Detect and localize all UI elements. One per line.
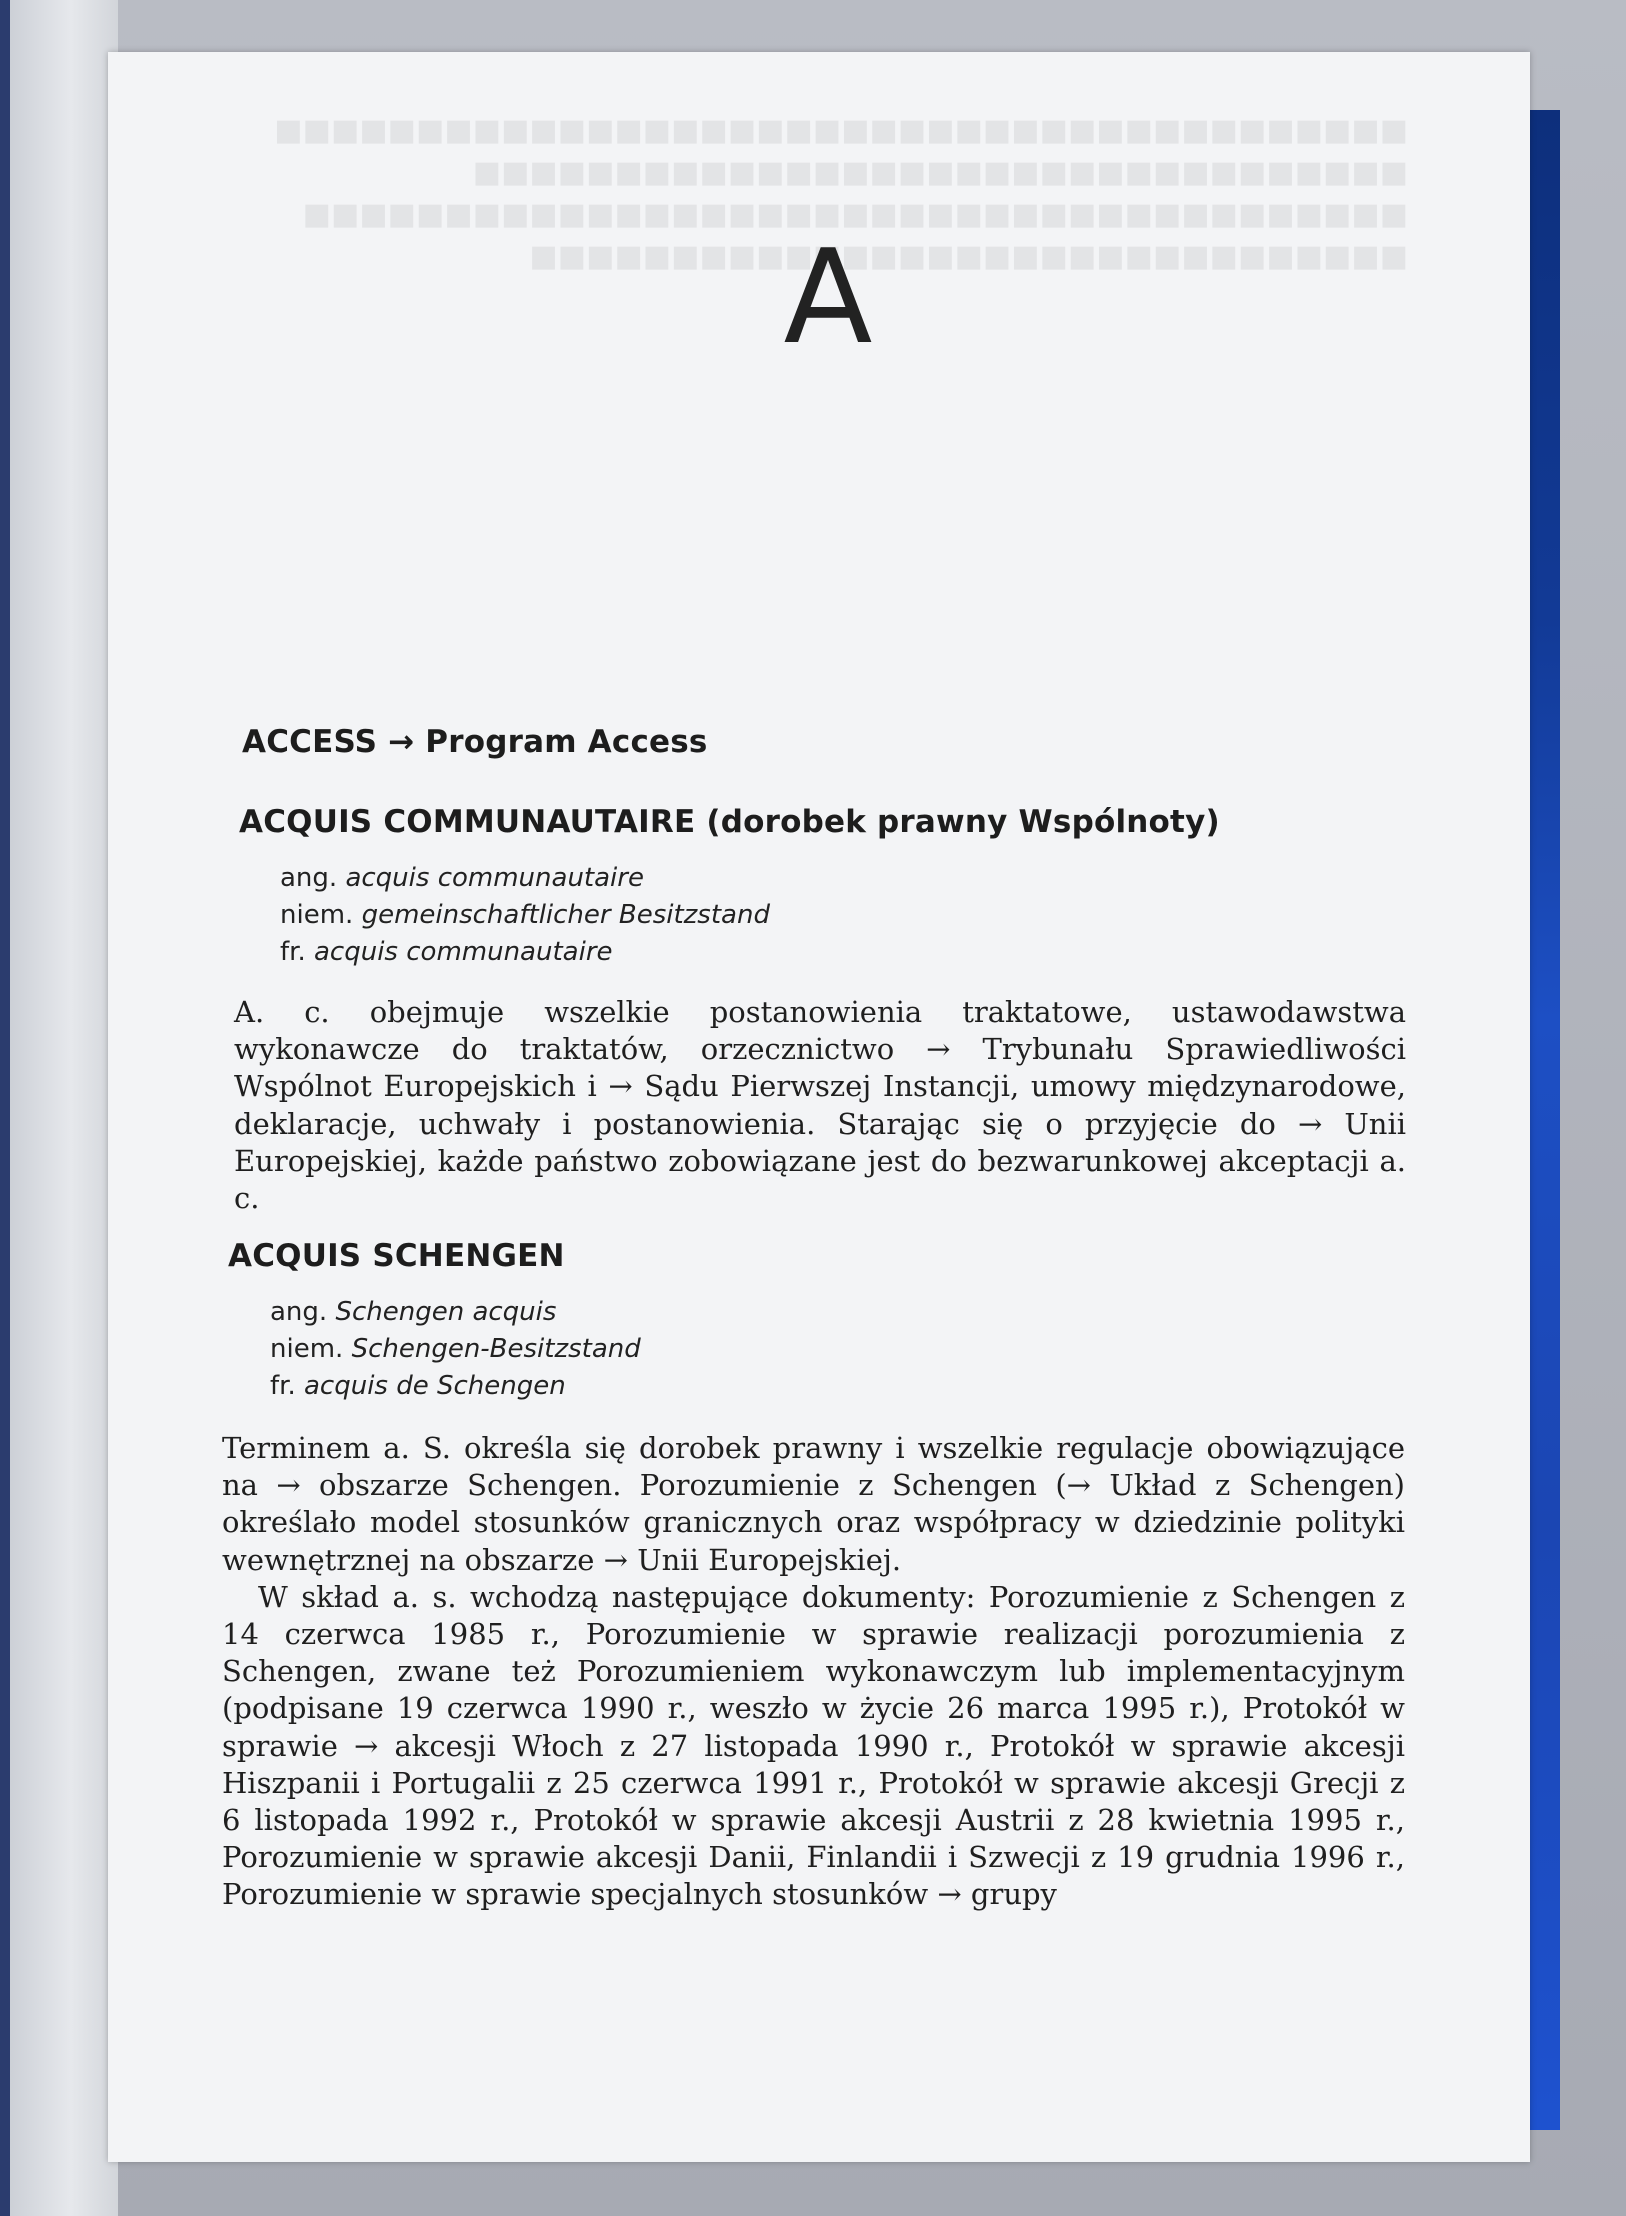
facing-page-edge: [0, 0, 118, 2216]
translations-acquis-schengen: [270, 1294, 641, 1405]
body-paragraph: A. c. obejmuje wszelkie postanowienia traktatowe, ustawodawstwa wykonawcze do traktatów, orzecznictwo → Trybunału Sprawiedliwości Wspólnot Europejskich i → Sądu Pierwszej Instancji, umowy międzynarodowe, deklaracje, uchwały i postanowienia. Starając się o przyjęcie do → Unii Europejskiej, każde państwo zobowiązane jest do bezwarunkowej akceptacji a. c.: [234, 995, 1406, 1216]
section-letter: A: [783, 221, 873, 373]
translation-line: niem. gemeinschaftlicher Besitzstand: [280, 900, 770, 930]
headword-acquis-schengen: ACQUIS SCHENGEN: [228, 1238, 565, 1274]
body-paragraph: Terminem a. S. określa się dorobek prawny i wszelkie regulacje obowiązujące na → obszarze Schengen. Porozumienie z Schengen (→ Układ z Schengen) określało model stosunków granicznych oraz współpracy w dziedzinie polityki wewnętrznej na obszarze → Unii Europejskiej.: [222, 1431, 1405, 1577]
translation-line: niem. Schengen-Besitzstand: [270, 1334, 641, 1364]
translations-acquis-communautaire: [280, 860, 770, 971]
page-content: [108, 52, 1530, 2162]
entry-body-acquis-schengen: [222, 1430, 1405, 1914]
translation-line: fr. acquis de Schengen: [270, 1371, 566, 1401]
headword-access: ACCESS → Program Access: [242, 724, 708, 760]
body-paragraph: W skład a. s. wchodzą następujące dokumenty: Porozumienie z Schengen z 14 czerwca 1985 r., Porozumienie w sprawie realizacji porozumienia z Schengen, zwane też Porozumieniem wykonawczym lub implementacyjnym (podpisane 19 czerwca 1990 r., weszło w życie 26 marca 1995 r.), Protokół w sprawie → akcesji Włoch z 27 listopada 1990 r., Protokół w sprawie akcesji Hiszpanii i Portugalii z 25 czerwca 1991 r., Protokół w sprawie akcesji Grecji z 6 listopada 1992 r., Protokół w sprawie akcesji Austrii z 28 kwietnia 1995 r., Porozumienie w sprawie akcesji Danii, Finlandii i Szwecji z 19 grudnia 1996 r., Porozumienie w sprawie specjalnych stosunków → grupy: [222, 1579, 1405, 1912]
book-page: [108, 52, 1530, 2162]
bleed-through-text: ■■■■■■■■■■■■■■■■■■■■■■■■■■■■■■■■■■■■■■■■ ■■■■■■■■■■■■■■■■■■■■■■■■■■■■■■■■■ ■■■■■■■■■■■■■■■■■■■■■■■■■■■■■■■■■■■■■■■ ■■■■■■■■■■■■■■■■■■■■■■■■■■■■■■■: [274, 113, 1408, 274]
entry-body-acquis-communautaire: [234, 994, 1406, 1217]
cover-edge-left: [0, 0, 10, 2216]
translation-line: ang. acquis communautaire: [280, 863, 644, 893]
translation-line: fr. acquis communautaire: [280, 937, 613, 967]
headword-acquis-communautaire: ACQUIS COMMUNAUTAIRE (dorobek prawny Wspólnoty): [239, 804, 1220, 840]
translation-line: ang. Schengen acquis: [270, 1297, 557, 1327]
